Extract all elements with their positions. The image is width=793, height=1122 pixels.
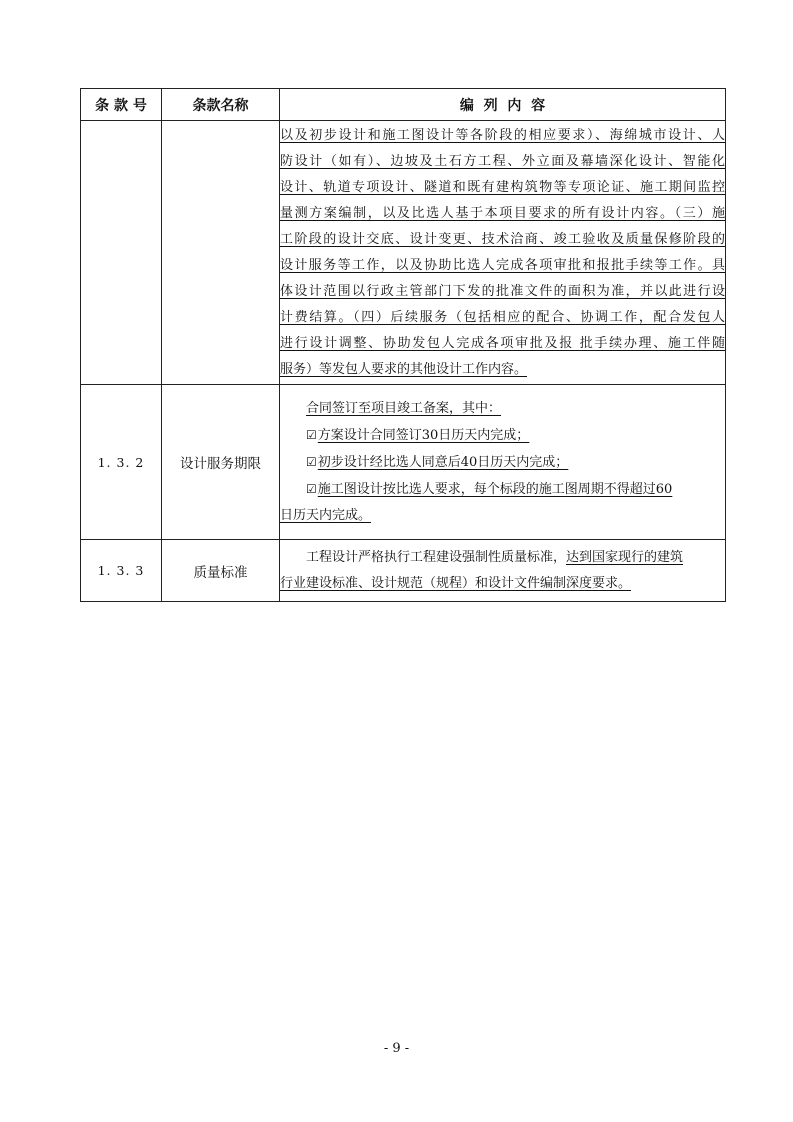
quality-standard-content: [280, 540, 726, 602]
table-header-row: [81, 89, 726, 121]
clause-name: 设计服务期限: [162, 385, 280, 540]
page-number: - 9 -: [383, 1041, 410, 1056]
checklist-item: ☑施工图设计按比选人要求，每个标段的施工图周期不得超过60: [306, 481, 673, 497]
content-line: 防设计（如有）、边坡及土石方工程、外立面及幕墙深化设计、智能化: [280, 153, 725, 169]
service-period-intro: 合同签订至项目竣工备案，其中：: [306, 400, 502, 416]
content-line: 量测方案编制，以及比选人基于本项目要求的所有设计内容。（三）施: [280, 205, 725, 221]
table-row: [81, 540, 726, 602]
content-line: 计费结算。（四）后续服务（包括相应的配合、协调工作，配合发包人: [280, 309, 725, 325]
content-line: 服务）等发包人要求的其他设计工作内容。: [280, 361, 528, 377]
design-scope-content: [280, 121, 726, 385]
content-line: 设计服务等工作，以及协助比选人完成各项审批和报批手续等工作。具: [280, 257, 725, 273]
quality-line: 行业建设标准、设计规范（规程）和设计文件编制深度要求。: [280, 575, 632, 591]
checkbox-checked-icon: ☑: [306, 427, 317, 442]
quality-line: 工程设计严格执行工程建设强制性质量标准，达到国家现行的建筑: [306, 549, 684, 565]
clause-name: 质量标准: [162, 540, 280, 602]
header-clause-number: 条 款 号: [81, 89, 162, 121]
checklist-item: ☑初步设计经比选人同意后40日历天内完成；: [306, 454, 569, 470]
table-row: [81, 121, 726, 385]
content-line: 以及初步设计和施工图设计等各阶段的相应要求）、海绵城市设计、人: [280, 127, 725, 143]
content-line: 进行设计调整、协助发包人完成各项审批及报 批手续办理、施工伴随: [280, 335, 725, 351]
content-line: 体设计范围以行政主管部门下发的批准文件的面积为准，并以此进行设: [280, 283, 725, 299]
service-period-content: [280, 385, 726, 540]
clause-table: [80, 88, 726, 602]
clause-name-cell: [162, 121, 280, 385]
checklist-item: ☑方案设计合同签订30日历天内完成；: [306, 427, 530, 443]
table-row: [81, 385, 726, 540]
header-content: 编 列 内 容: [280, 89, 726, 121]
content-line: 工阶段的设计交底、设计变更、技术洽商、竣工验收及质量保修阶段的: [280, 231, 725, 247]
header-clause-name: 条款名称: [162, 89, 280, 121]
checkbox-checked-icon: ☑: [306, 454, 317, 469]
checkbox-checked-icon: ☑: [306, 481, 317, 496]
clause-number: 1. 3. 3: [81, 540, 162, 602]
clause-number: 1. 3. 2: [81, 385, 162, 540]
clause-number-cell: [81, 121, 162, 385]
checklist-continuation: 日历天内完成。: [280, 507, 372, 523]
content-line: 设计、轨道专项设计、隧道和既有建构筑物等专项论证、施工期间监控: [280, 179, 725, 195]
